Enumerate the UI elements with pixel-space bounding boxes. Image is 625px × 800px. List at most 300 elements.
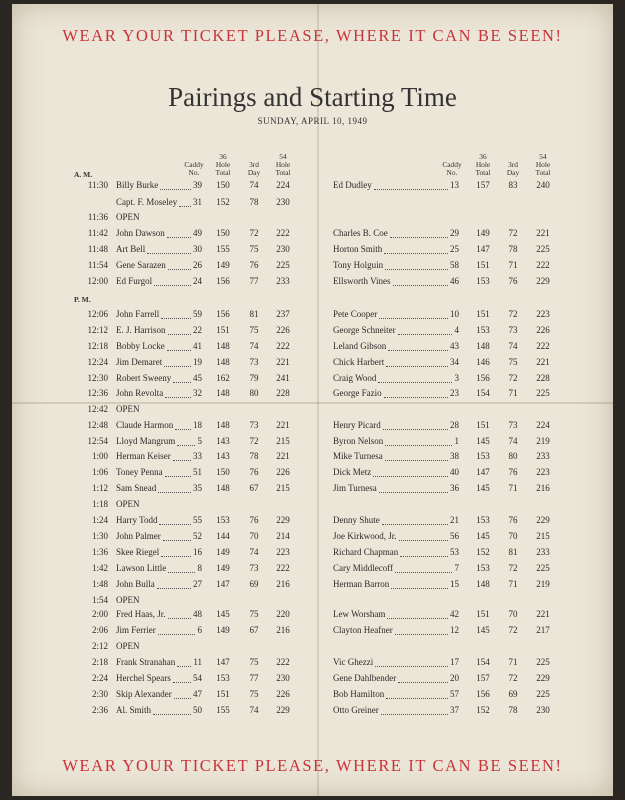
right-36-hole-total: 157: [476, 180, 490, 190]
right-caddy-number: 7: [454, 563, 459, 573]
right-caddy-number: 37: [450, 705, 459, 715]
table-row: [12, 579, 613, 595]
right-3rd-day-score: 78: [508, 244, 518, 254]
leader-dots: [159, 524, 191, 525]
left-player-name: Jim Ferrier: [116, 625, 156, 635]
left-caddy-number: 16: [193, 547, 202, 557]
left-54-hole-total: 216: [276, 579, 290, 589]
right-36-hole-total: 153: [476, 451, 490, 461]
right-caddy-number: 38: [450, 451, 459, 461]
left-player-name: Harry Todd: [116, 515, 158, 525]
left-player-name: Skip Alexander: [116, 689, 172, 699]
table-row: [12, 641, 613, 657]
right-36-hole-total: 152: [476, 705, 490, 715]
tee-time: 12:00: [87, 276, 108, 286]
right-caddy-number: 40: [450, 467, 459, 477]
right-36-hole-total: 153: [476, 276, 490, 286]
tee-time: 2:24: [91, 673, 108, 683]
right-3rd-day-score: 73: [508, 420, 518, 430]
leader-dots: [385, 445, 452, 446]
leader-dots: [163, 540, 191, 541]
leader-dots: [177, 666, 191, 667]
right-player-name: Leland Gibson: [333, 341, 387, 351]
table-row: [12, 325, 613, 341]
right-3rd-day-score: 71: [508, 483, 518, 493]
left-54-hole-total: 222: [276, 341, 290, 351]
left-36-hole-total: 162: [216, 373, 230, 383]
leader-dots: [400, 556, 448, 557]
right-54-hole-total: 240: [536, 180, 550, 190]
right-player-name: Craig Wood: [333, 373, 377, 383]
left-36-hole-total: 155: [216, 705, 230, 715]
leader-dots: [398, 682, 448, 683]
right-3rd-day-score: 76: [508, 276, 518, 286]
left-36-hole-total: 143: [216, 451, 230, 461]
left-3rd-day-score: 73: [249, 357, 259, 367]
leader-dots: [375, 666, 448, 667]
right-caddy-number: 12: [450, 625, 459, 635]
leader-dots: [160, 189, 191, 190]
left-player-name: John Palmer: [116, 531, 161, 541]
left-3rd-day-score: 75: [249, 689, 259, 699]
left-36-hole-total: 148: [216, 357, 230, 367]
left-54-hole-total: 226: [276, 689, 290, 699]
right-caddy-number: 13: [450, 180, 459, 190]
leader-dots: [179, 206, 191, 207]
right-36-hole-total: 145: [476, 483, 490, 493]
left-54-hole-total: 221: [276, 357, 290, 367]
leader-dots: [168, 334, 191, 335]
right-54-hole-total: 221: [536, 228, 550, 238]
left-54-hole-total: 241: [276, 373, 290, 383]
left-54-hole-total: 233: [276, 276, 290, 286]
right-caddy-number: 29: [450, 228, 459, 238]
table-row: [12, 563, 613, 579]
left-caddy-number: 26: [193, 260, 202, 270]
left-caddy-number: 11: [193, 657, 202, 667]
right-36-hole-total: 147: [476, 467, 490, 477]
right-54-hole-total: 229: [536, 276, 550, 286]
right-player-name: Jim Turnesa: [333, 483, 377, 493]
left-36-hole-total: 153: [216, 515, 230, 525]
leader-dots: [158, 634, 195, 635]
right-player-name: Chick Harbert: [333, 357, 385, 367]
tee-time: 1:48: [91, 579, 108, 589]
leader-dots: [175, 429, 191, 430]
left-3rd-day-score: 80: [249, 388, 259, 398]
table-row: [12, 228, 613, 244]
left-caddy-number: 22: [193, 325, 202, 335]
left-3rd-day-score: 70: [249, 531, 259, 541]
tee-time: 12:12: [87, 325, 108, 335]
leader-dots: [379, 492, 448, 493]
right-54-hole-total: 225: [536, 388, 550, 398]
tee-time: 11:48: [87, 244, 108, 254]
left-caddy-number: 6: [197, 625, 202, 635]
ticket-banner-bottom: WEAR YOUR TICKET PLEASE, WHERE IT CAN BE SEEN!: [62, 756, 563, 775]
tee-time: 1:42: [91, 563, 108, 573]
right-36-hole-total: 153: [476, 563, 490, 573]
right-3rd-day-score: 76: [508, 467, 518, 477]
right-36-hole-total: 146: [476, 357, 490, 367]
right-player-name: Charles B. Coe: [333, 228, 388, 238]
right-player-name: Herman Barron: [333, 579, 390, 589]
table-row: [12, 657, 613, 673]
tee-time: 2:18: [91, 657, 108, 667]
right-3rd-day-score: 74: [508, 436, 518, 446]
right-3rd-day-score: 73: [508, 325, 518, 335]
left-54-hole-total: 216: [276, 625, 290, 635]
right-player-name: Gene Dahlbender: [333, 673, 397, 683]
left-caddy-number: 24: [193, 276, 202, 286]
leader-dots: [161, 318, 191, 319]
left-3rd-day-score: 75: [249, 325, 259, 335]
left-36-hole-total: 150: [216, 180, 230, 190]
left-caddy-number: 52: [193, 531, 202, 541]
table-row: [12, 276, 613, 292]
left-caddy-number: 5: [197, 436, 202, 446]
table-row: [12, 197, 613, 213]
open-slot-label: OPEN: [116, 641, 140, 651]
left-player-name: Bobby Locke: [116, 341, 165, 351]
right-3rd-day-score: 72: [508, 309, 518, 319]
right-caddy-number: 34: [450, 357, 459, 367]
table-row: [12, 260, 613, 276]
right-54-hole-total: 229: [536, 515, 550, 525]
tee-time: 1:54: [91, 595, 108, 605]
left-54-hole-total: 228: [276, 388, 290, 398]
right-54-hole-total: 216: [536, 483, 550, 493]
left-54-hole-total: 229: [276, 705, 290, 715]
left-caddy-number: 41: [193, 341, 202, 351]
right-3rd-day-score: 71: [508, 388, 518, 398]
leader-dots: [374, 189, 448, 190]
tee-time: 12:48: [87, 420, 108, 430]
right-caddy-number: 15: [450, 579, 459, 589]
left-3rd-day-score: 81: [249, 309, 259, 319]
left-player-name: John Bulla: [116, 579, 155, 589]
left-54-hole-total: 230: [276, 244, 290, 254]
left-caddy-number: 48: [193, 609, 202, 619]
header-3rd-day-right: 3rd Day: [506, 160, 520, 177]
tee-time: 12:54: [87, 436, 108, 446]
tee-time: 11:42: [87, 228, 108, 238]
table-row: [12, 436, 613, 452]
right-54-hole-total: 230: [536, 705, 550, 715]
open-slot-label: OPEN: [116, 499, 140, 509]
table-row: [12, 309, 613, 325]
table-row: [12, 451, 613, 467]
right-3rd-day-score: 81: [508, 547, 518, 557]
table-row: [12, 180, 613, 196]
right-54-hole-total: 233: [536, 451, 550, 461]
right-caddy-number: 53: [450, 547, 459, 557]
right-36-hole-total: 145: [476, 531, 490, 541]
left-3rd-day-score: 74: [249, 547, 259, 557]
table-row: [12, 404, 613, 420]
left-36-hole-total: 148: [216, 483, 230, 493]
event-date: SUNDAY, APRIL 10, 1949: [257, 116, 368, 126]
left-3rd-day-score: 77: [249, 276, 259, 286]
left-3rd-day-score: 75: [249, 657, 259, 667]
right-3rd-day-score: 72: [508, 563, 518, 573]
left-player-name: John Farrell: [116, 309, 160, 319]
left-54-hole-total: 226: [276, 325, 290, 335]
left-54-hole-total: 237: [276, 309, 290, 319]
leader-dots: [379, 318, 448, 319]
leader-dots: [161, 556, 191, 557]
left-caddy-number: 54: [193, 673, 202, 683]
left-caddy-number: 39: [193, 180, 202, 190]
table-row: [12, 420, 613, 436]
tee-time: 1:00: [91, 451, 108, 461]
right-36-hole-total: 145: [476, 436, 490, 446]
right-caddy-number: 4: [454, 325, 459, 335]
right-3rd-day-score: 72: [508, 625, 518, 635]
right-player-name: Clayton Heafner: [333, 625, 393, 635]
left-player-name: Billy Burke: [116, 180, 159, 190]
left-36-hole-total: 153: [216, 673, 230, 683]
right-caddy-number: 10: [450, 309, 459, 319]
right-caddy-number: 56: [450, 531, 459, 541]
left-36-hole-total: 147: [216, 657, 230, 667]
right-player-name: Dick Metz: [333, 467, 372, 477]
right-54-hole-total: 226: [536, 325, 550, 335]
left-3rd-day-score: 78: [249, 197, 259, 207]
tee-time: 2:00: [91, 609, 108, 619]
right-3rd-day-score: 78: [508, 705, 518, 715]
left-3rd-day-score: 72: [249, 228, 259, 238]
right-36-hole-total: 151: [476, 609, 490, 619]
right-54-hole-total: 223: [536, 309, 550, 319]
page-title: Pairings and Starting Time: [168, 82, 457, 112]
tee-time: 12:06: [87, 309, 108, 319]
table-row: [12, 212, 613, 228]
right-36-hole-total: 154: [476, 388, 490, 398]
right-36-hole-total: 153: [476, 325, 490, 335]
left-player-name: Gene Sarazen: [116, 260, 166, 270]
right-3rd-day-score: 72: [508, 673, 518, 683]
right-36-hole-total: 151: [476, 260, 490, 270]
leader-dots: [167, 350, 191, 351]
table-row: [12, 531, 613, 547]
leader-dots: [168, 269, 191, 270]
table-row: [12, 244, 613, 260]
leader-dots: [153, 714, 191, 715]
left-3rd-day-score: 76: [249, 467, 259, 477]
right-player-name: Ellsworth Vines: [333, 276, 391, 286]
table-row: [12, 515, 613, 531]
tee-time: 12:24: [87, 357, 108, 367]
left-54-hole-total: 229: [276, 515, 290, 525]
right-player-name: Ed Dudley: [333, 180, 372, 190]
left-3rd-day-score: 73: [249, 563, 259, 573]
tee-time: 12:36: [87, 388, 108, 398]
right-caddy-number: 20: [450, 673, 459, 683]
right-player-name: Richard Chapman: [333, 547, 399, 557]
left-54-hole-total: 225: [276, 260, 290, 270]
left-caddy-number: 32: [193, 388, 202, 398]
tee-time: 1:30: [91, 531, 108, 541]
leader-dots: [395, 634, 448, 635]
right-3rd-day-score: 75: [508, 357, 518, 367]
right-player-name: Cary Middlecoff: [333, 563, 394, 573]
left-caddy-number: 31: [193, 197, 202, 207]
left-player-name: John Revolta: [116, 388, 164, 398]
right-caddy-number: 46: [450, 276, 459, 286]
left-3rd-day-score: 67: [249, 625, 259, 635]
right-36-hole-total: 153: [476, 515, 490, 525]
left-3rd-day-score: 74: [249, 180, 259, 190]
right-54-hole-total: 215: [536, 531, 550, 541]
right-36-hole-total: 147: [476, 244, 490, 254]
open-slot-label: OPEN: [116, 212, 140, 222]
tee-time: 2:06: [91, 625, 108, 635]
right-54-hole-total: 217: [536, 625, 550, 635]
header-54-hole-right: 54 Hole Total: [535, 152, 551, 177]
right-36-hole-total: 148: [476, 341, 490, 351]
right-player-name: Joe Kirkwood, Jr.: [333, 531, 397, 541]
left-player-name: Robert Sweeny: [116, 373, 172, 383]
right-player-name: Otto Greiner: [333, 705, 379, 715]
right-54-hole-total: 221: [536, 357, 550, 367]
right-3rd-day-score: 70: [508, 609, 518, 619]
right-caddy-number: 25: [450, 244, 459, 254]
leader-dots: [164, 366, 191, 367]
left-3rd-day-score: 76: [249, 515, 259, 525]
left-player-name: Jim Demaret: [116, 357, 163, 367]
left-54-hole-total: 221: [276, 420, 290, 430]
leader-dots: [173, 382, 191, 383]
leader-dots: [147, 253, 191, 254]
left-3rd-day-score: 74: [249, 705, 259, 715]
tee-time: 11:54: [87, 260, 108, 270]
pairings-sheet: [12, 4, 613, 796]
leader-dots: [382, 524, 448, 525]
right-3rd-day-score: 76: [508, 515, 518, 525]
leader-dots: [395, 572, 452, 573]
left-caddy-number: 18: [193, 420, 202, 430]
right-3rd-day-score: 74: [508, 341, 518, 351]
left-player-name: Fred Haas, Jr.: [116, 609, 166, 619]
leader-dots: [174, 698, 191, 699]
right-54-hole-total: 225: [536, 244, 550, 254]
table-row: [12, 499, 613, 515]
leader-dots: [399, 540, 448, 541]
tee-time: 11:30: [87, 180, 108, 190]
left-3rd-day-score: 69: [249, 579, 259, 589]
left-36-hole-total: 149: [216, 563, 230, 573]
right-player-name: Byron Nelson: [333, 436, 384, 446]
right-player-name: Bob Hamilton: [333, 689, 385, 699]
table-row: [12, 625, 613, 641]
table-row: [12, 547, 613, 563]
right-36-hole-total: 149: [476, 228, 490, 238]
left-player-name: Toney Penna: [116, 467, 163, 477]
left-3rd-day-score: 72: [249, 436, 259, 446]
left-54-hole-total: 215: [276, 483, 290, 493]
right-36-hole-total: 154: [476, 657, 490, 667]
tee-time: 1:18: [91, 499, 108, 509]
left-54-hole-total: 224: [276, 180, 290, 190]
tee-time: 2:30: [91, 689, 108, 699]
right-36-hole-total: 145: [476, 625, 490, 635]
left-caddy-number: 27: [193, 579, 202, 589]
left-54-hole-total: 214: [276, 531, 290, 541]
left-player-name: Claude Harmon: [116, 420, 174, 430]
right-3rd-day-score: 70: [508, 531, 518, 541]
right-54-hole-total: 224: [536, 420, 550, 430]
right-caddy-number: 58: [450, 260, 459, 270]
leader-dots: [387, 618, 448, 619]
left-caddy-number: 59: [193, 309, 202, 319]
leader-dots: [384, 253, 448, 254]
leader-dots: [177, 445, 195, 446]
leader-dots: [173, 460, 191, 461]
open-slot-label: OPEN: [116, 404, 140, 414]
table-row: [12, 357, 613, 373]
right-caddy-number: 43: [450, 341, 459, 351]
left-36-hole-total: 148: [216, 388, 230, 398]
leader-dots: [388, 350, 448, 351]
right-3rd-day-score: 71: [508, 657, 518, 667]
left-3rd-day-score: 77: [249, 673, 259, 683]
left-54-hole-total: 222: [276, 563, 290, 573]
left-caddy-number: 8: [197, 563, 202, 573]
tee-time: 11:36: [87, 212, 108, 222]
tee-time: 2:12: [91, 641, 108, 651]
tee-time: 1:06: [91, 467, 108, 477]
right-caddy-number: 23: [450, 388, 459, 398]
leader-dots: [385, 269, 448, 270]
left-player-name: Herchel Spears: [116, 673, 171, 683]
right-36-hole-total: 156: [476, 373, 490, 383]
left-36-hole-total: 150: [216, 467, 230, 477]
left-caddy-number: 30: [193, 244, 202, 254]
left-caddy-number: 49: [193, 228, 202, 238]
right-36-hole-total: 151: [476, 309, 490, 319]
left-54-hole-total: 226: [276, 467, 290, 477]
left-player-name: E. J. Harrison: [116, 325, 166, 335]
leader-dots: [168, 572, 195, 573]
right-54-hole-total: 225: [536, 563, 550, 573]
tee-time: 12:42: [87, 404, 108, 414]
right-player-name: Pete Cooper: [333, 309, 378, 319]
right-54-hole-total: 225: [536, 689, 550, 699]
left-36-hole-total: 144: [216, 531, 230, 541]
left-caddy-number: 51: [193, 467, 202, 477]
leader-dots: [391, 588, 448, 589]
leader-dots: [386, 698, 448, 699]
left-36-hole-total: 149: [216, 625, 230, 635]
left-36-hole-total: 149: [216, 260, 230, 270]
leader-dots: [165, 476, 191, 477]
left-54-hole-total: 230: [276, 673, 290, 683]
left-36-hole-total: 149: [216, 547, 230, 557]
tee-time: 2:36: [91, 705, 108, 715]
left-player-name: Herman Keiser: [116, 451, 171, 461]
leader-dots: [378, 382, 452, 383]
leader-dots: [385, 460, 448, 461]
header-36-hole-left: 36 Hole Total: [215, 152, 231, 177]
leader-dots: [393, 285, 448, 286]
table-row: [12, 373, 613, 389]
left-caddy-number: 33: [193, 451, 202, 461]
left-caddy-number: 35: [193, 483, 202, 493]
left-54-hole-total: 230: [276, 197, 290, 207]
right-caddy-number: 57: [450, 689, 459, 699]
right-caddy-number: 21: [450, 515, 459, 525]
